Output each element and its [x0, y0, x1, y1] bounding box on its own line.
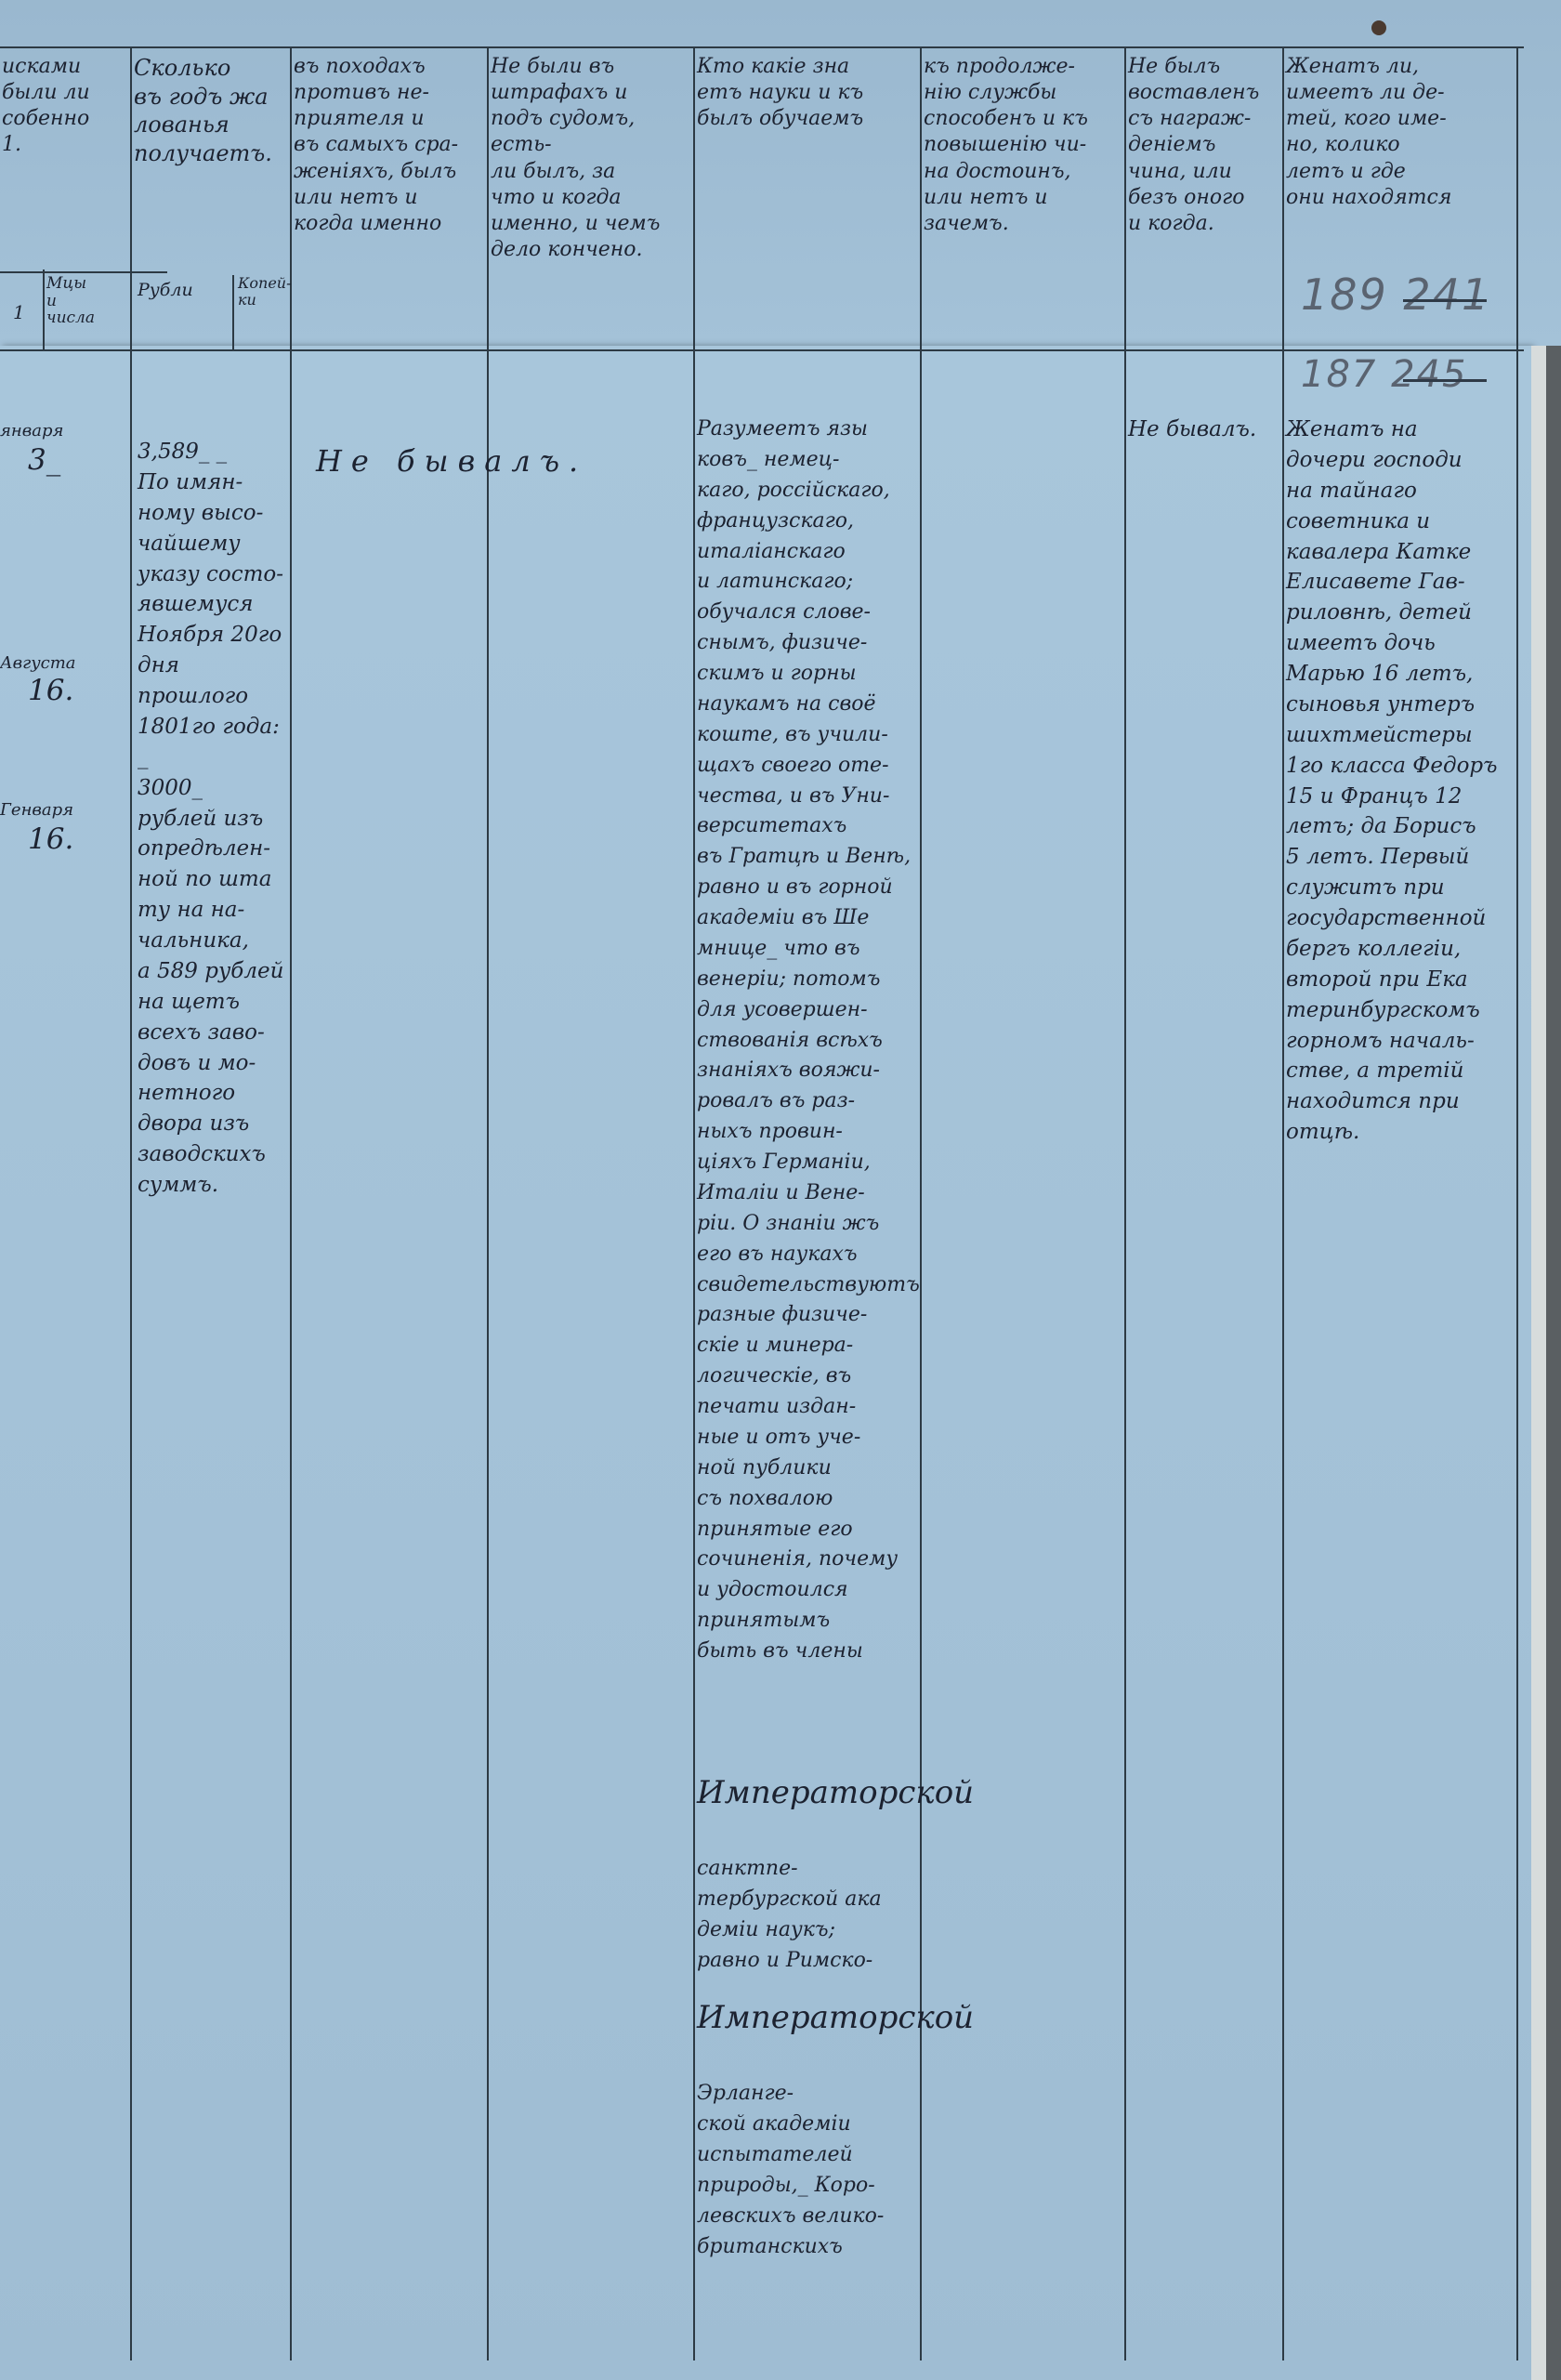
header-col-4: Не были въ штрафахъ и подъ судомъ, есть- ли былъ, за что и когда именно, и чемъ дело кончено.	[491, 55, 661, 262]
date-1-month: января	[0, 421, 64, 440]
header-col-2: Сколько въ годъ жа лованья получаетъ.	[134, 55, 272, 167]
rule-col-2	[130, 46, 132, 2360]
rule-main-top	[0, 349, 1524, 351]
family-text: Женатъ на дочери господи на тайнаго советника и кавалера Катке Елисавете Гав- риловнѣ, детей имеетъ дочь Марью 16 летъ, сыновья унтеръ шихтмейстеры 1го класса Федоръ 15 и Францъ 12 летъ; да Борисъ 5 летъ. Первый служитъ при государственной бергъ коллегіи, второй при Ека теринбургскомъ горномъ началь- стве, а третій находится при отцѣ.	[1286, 417, 1498, 1145]
rule-col-2b	[232, 275, 234, 349]
binding-edge	[1546, 346, 1561, 2380]
date-1-day: 3_	[28, 443, 61, 477]
sciences-mid: санктпе- тербургской ака деміи наукъ; равно и Римско-	[697, 1857, 882, 1972]
date-3-day: 16.	[28, 822, 74, 856]
pencil-folio-bottom: 187 245	[1301, 353, 1468, 396]
header-col-5: Кто какіе зна етъ науки и къ былъ обучаемъ	[697, 55, 864, 131]
date-2-day: 16.	[28, 674, 74, 707]
sciences-imperial-1: Императорской	[697, 1774, 975, 1811]
date-2-month: Августа	[0, 653, 76, 673]
rule-col-5	[693, 46, 695, 2360]
header-sub-roubles: Рубли	[138, 280, 193, 300]
rule-col-4	[487, 46, 489, 2360]
rule-top	[0, 46, 1524, 48]
sciences-text: Разумеетъ язы ковъ_ немец- каго, россійскаго, французскаго, италіанскаго и латинскаго; обучался слове- снымъ, физиче- скимъ и горны наукамъ на своё коште, въ учили- щахъ своего оте- чества, и въ Уни- верситетахъ въ Гратцѣ и Венѣ, равно и въ горной академіи въ Ше мнице_ что въ венеріи; потомъ для усовершен- ствованія всѣхъ знаніяхъ вояжи- ровалъ въ раз- ныхъ провин- ціяхъ Германіи, Италіи и Вене- ріи. О знаніи жъ его въ наукахъ свидетельствуютъ разные физиче- скіе и минера- логическіе, въ печати издан- ные и отъ уче- ной публики съ похвалою принятые его сочиненія, почему и удостоился принятымъ быть въ члены	[697, 417, 920, 1663]
rule-col-8	[1282, 46, 1284, 2360]
campaigns-text: Не бывалъ.	[316, 443, 588, 479]
sciences-imperial-2: Императорской	[697, 1999, 975, 2036]
salary-text: 3,589_ _ По имян- ному высо- чайшему указу состо- явшемуся Ноября 20го дня прошлого 1801го года: _ 3000_ рублей изъ опредѣлен- ной по шта ту на на- чальника, а 589 рублей на щетъ всехъ заво- довъ и мо- нетного двора изъ заводскихъ суммъ.	[138, 440, 284, 1197]
header-sub-months: Мцы и числа	[46, 274, 96, 328]
header-col-8: Женатъ ли, имеетъ ли де- тей, кого име- но, колико летъ и где они находятся	[1286, 55, 1452, 209]
header-margin-one: 1	[13, 301, 25, 323]
pencil-strike-top	[1403, 299, 1487, 302]
header-col-7: Не былъ воставленъ съ награж- деніемъ чина, или безъ оного и когда.	[1128, 55, 1260, 235]
date-3-month: Генваря	[0, 800, 74, 820]
rule-col-7	[1124, 46, 1126, 2360]
header-col-1: исками были ли собенно 1.	[2, 55, 90, 157]
header-col-3: въ походахъ противъ не- приятеля и въ самыхъ сра- женіяхъ, былъ или нетъ и когда именно	[294, 55, 459, 235]
rule-col-1	[43, 270, 45, 349]
pin-hole	[1371, 20, 1386, 35]
rule-header-bottom	[0, 271, 167, 273]
reward-text: Не бывалъ.	[1128, 417, 1257, 441]
header-col-6: къ продолже- нію службы способенъ и къ повышенію чи- на достоинъ, или нетъ и зачемъ.	[924, 55, 1088, 235]
pencil-strike-bottom	[1403, 379, 1487, 382]
pencil-folio-top: 189 241	[1301, 270, 1491, 320]
header-sub-kopeks: Копей- ки	[238, 274, 292, 309]
sciences-end: Эрланге- ской академіи испытателей природы,_ Коро- левскихъ велико- британскихъ	[697, 2082, 885, 2258]
